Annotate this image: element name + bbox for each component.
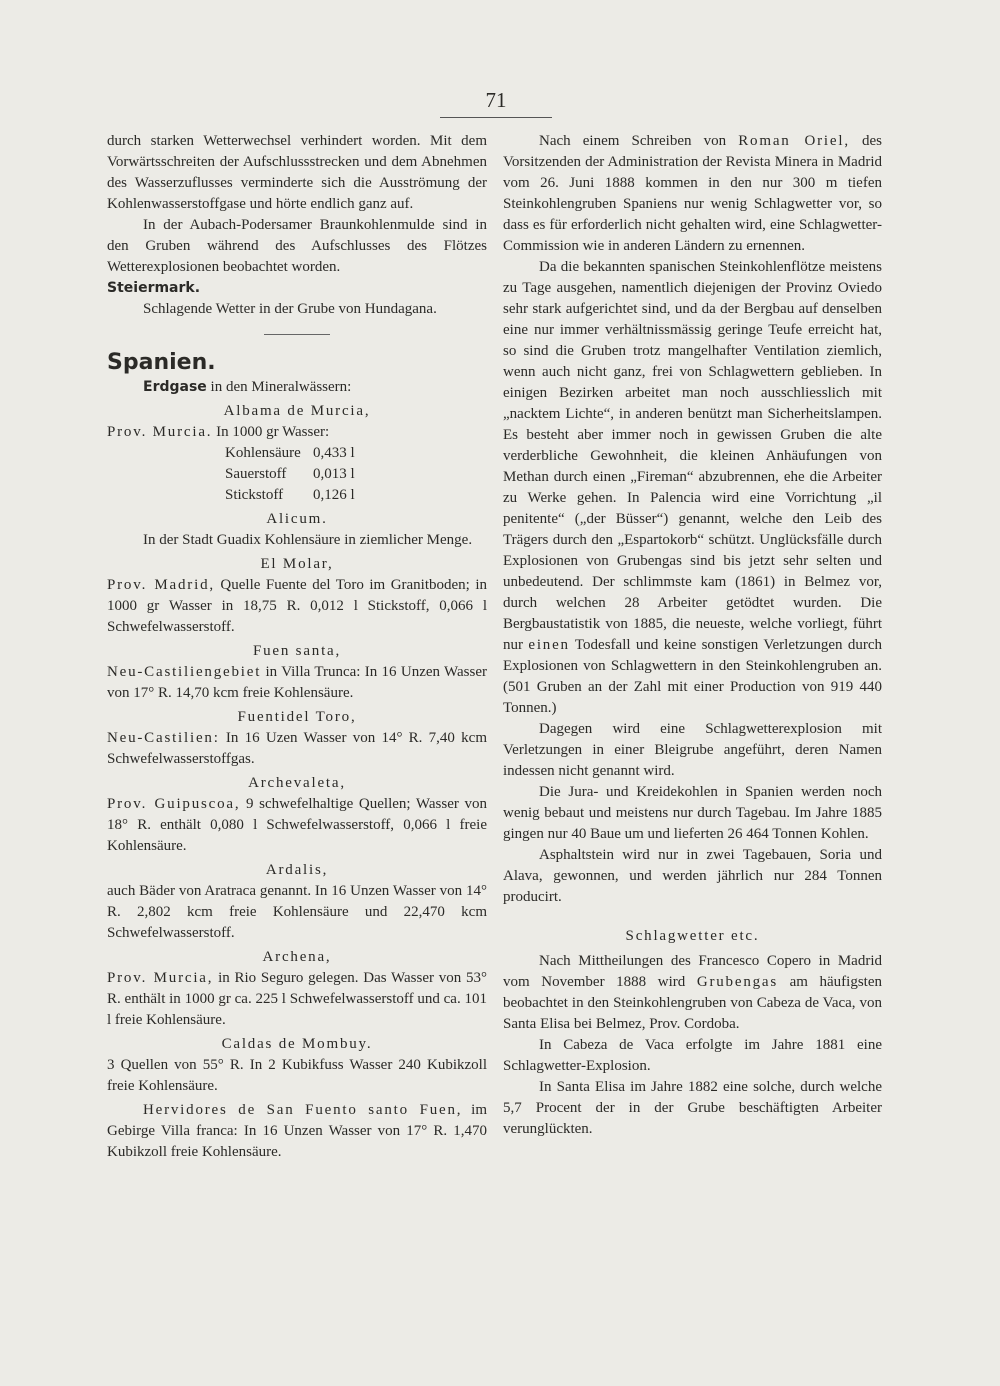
paragraph: In Santa Elisa im Jahre 1882 eine solche, durch welche 5,7 Procent der in der Grube beschäftigten Arbeiter verunglückten. [503, 1079, 882, 1137]
left-column [107, 131, 487, 1163]
location-name: Albama de Murcia, [223, 403, 371, 419]
gas-table [225, 443, 487, 506]
paragraph: In Cabeza de Vaca erfolgte im Jahre 1881 eine Schlagwetter-Explosion. [503, 1037, 882, 1074]
paragraph: Die Jura- und Kreidekohlen in Spanien werden noch wenig bebaut und meistens nur durch Tagebau. Im Jahre 1885 gingen nur 40 Baue um und lieferten 26 464 Tonnen Kohlen. [503, 784, 882, 842]
gas-row: Kohlensäure 0,433 l [225, 445, 355, 461]
paragraph: Prov. Guipuscoa, 9 schwefelhaltige Quellen; Wasser von 18° R. enthält 0,080 l Schwefelwasserstoff, 0,066 l freie Kohlensäure. [107, 796, 487, 854]
paragraph: Nach einem Schreiben von Roman Oriel, des Vorsitzenden der Administration der Revista Minera in Madrid vom 26. Juni 1888 kommen in den nur 300 m tiefen Steinkohlengruben Spaniens nur wenig Schlagwetter vor, so dass es für erforderlich nicht gehalten wird, eine Schlagwetter-Commission wie in anderen Ländern zu ernennen. [503, 133, 882, 254]
page-number: 71 [485, 88, 507, 112]
paragraph: Neu-Castiliengebiet in Villa Trunca: In 16 Unzen Wasser von 17° R. 14,70 kcm freie Kohlensäure. [107, 664, 487, 701]
location-name: Ardalis, [265, 862, 329, 878]
location-name: Alicum. [266, 511, 328, 527]
gas-row: Stickstoff 0,126 l [225, 487, 355, 503]
paragraph: 3 Quellen von 55° R. In 2 Kubikfuss Wasser 240 Kubikzoll freie Kohlensäure. [107, 1057, 487, 1094]
location-name: Archevaleta, [248, 775, 346, 791]
erdgase-label: Erdgase [143, 379, 207, 395]
paragraph: Prov. Murcia, in Rio Seguro gelegen. Das Wasser von 53° R. enthält in 1000 gr ca. 225 l Schwefelwasserstoff und ca. 101 l freie Kohlensäure. [107, 970, 487, 1028]
paragraph: In der Stadt Guadix Kohlensäure in ziemlicher Menge. [143, 532, 473, 548]
section-heading-schlagwetter: Schlagwetter etc. [625, 928, 760, 944]
paragraph: Dagegen wird eine Schlagwetterexplosion mit Verletzungen in einer Bleigrube angeführt, deren Namen indessen nicht genannt wird. [503, 721, 882, 779]
right-column [503, 131, 882, 1140]
paragraph: Da die bekannten spanischen Steinkohlenflötze meistens zu Tage ausgehen, namentlich diejenigen der Provinz Oviedo sehr stark aufgerichtet sind, und da der Bergbau auf denselben eine nur immer verhältnissmässig geringe Teufe erreicht hat, so sind die Gruben trotz mangelhafter Ventilation ziemlich, wenn auch nicht ganz, frei von Schlagwettern geblieben. In einigen Bezirken arbeitet man noch ausschliesslich mit „nacktem Lichte“, in anderen benützt man Sicherheitslampen. Es besteht aber immer noch in gewissen Gruben die alte verderbliche Gewohnheit, die kleinen Anhäufungen von Methan durch einen „Fireman“ abzubrennen, ehe die Arbeiter zu Werke gehen. In Palencia wird eine Vorrichtung „il penitente“ („der Büsser“) genannt, welche den Leib des Trägers durch den „Espartokorb“ schützt. Unglücksfälle durch Explosionen von Grubengas sind bis jetzt sehr selten und unbedeutend. Der schlimmste kam (1861) in Belmez vor, durch welchen 28 Arbeiter getödtet wurden. Die Bergbaustatistik von 1885, die neueste, welche vorliegt, führt nur einen Todesfall und keine sonstigen Verletzungen durch Explosionen von Schlagwettern in den Steinkohlengruben an. (501 Gruben an der Zahl mit einer Production von 919 440 Tonnen.) [503, 259, 882, 716]
paragraph: Erdgase in den Mineralwässern: [143, 379, 352, 395]
location-name: Fuen santa, [252, 643, 342, 659]
location-name: Fuentidel Toro, [237, 709, 357, 725]
section-heading-spanien: Spanien. [107, 350, 216, 375]
section-heading-steiermark: Steiermark. [107, 280, 201, 296]
paragraph: In der Aubach-Podersamer Braunkohlenmulde sind in den Gruben während des Aufschlusses des Flötzes Wetterexplosionen beobachtet worden. [107, 217, 487, 275]
location-name: Archena, [262, 949, 332, 965]
paragraph: Schlagende Wetter in der Grube von Hundagana. [143, 301, 437, 317]
paragraph: Prov. Madrid, Quelle Fuente del Toro im Granitboden; in 1000 gr Wasser in 18,75 R. 0,012 l Stickstoff, 0,066 l Schwefelwasserstoff. [107, 577, 488, 635]
page-number-rule [440, 117, 552, 118]
paragraph: Prov. Murcia. In 1000 gr Wasser: [107, 424, 330, 440]
paragraph: durch starken Wetterwechsel verhindert worden. Mit dem Vorwärtsschreiten der Aufschlussstrecken und dem Abnehmen des Wasserzuflusses verminderte sich die Ausströmung der Kohlenwasserstoffgase und hörte endlich ganz auf. [107, 133, 487, 212]
paragraph: Asphaltstein wird nur in zwei Tagebauen, Soria und Alava, gewonnen, und werden jährlich nur 284 Tonnen producirt. [503, 847, 882, 905]
paragraph: Neu-Castilien: In 16 Uzen Wasser von 14° R. 7,40 kcm Schwefelwasserstoffgas. [107, 730, 487, 767]
paragraph: Hervidores de San Fuento santo Fuen, im Gebirge Villa franca: In 16 Unzen Wasser von 17° R. 1,470 Kubikzoll freie Kohlensäure. [107, 1102, 487, 1160]
location-name: Caldas de Mombuy. [221, 1036, 373, 1052]
gas-row: Sauerstoff 0,013 l [225, 466, 355, 482]
location-name: El Molar, [260, 556, 334, 572]
paragraph: Nach Mittheilungen des Francesco Copero in Madrid vom November 1888 wird Grubengas am häufigsten beobachtet in den Steinkohlengruben von Cabeza de Vaca, von Santa Elisa bei Belmez, Prov. Cordoba. [503, 953, 882, 1032]
section-divider [264, 334, 330, 335]
paragraph: auch Bäder von Aratraca genannt. In 16 Unzen Wasser von 14° R. 2,802 kcm freie Kohlensäure und 22,470 kcm Schwefelwasserstoff. [107, 883, 487, 941]
